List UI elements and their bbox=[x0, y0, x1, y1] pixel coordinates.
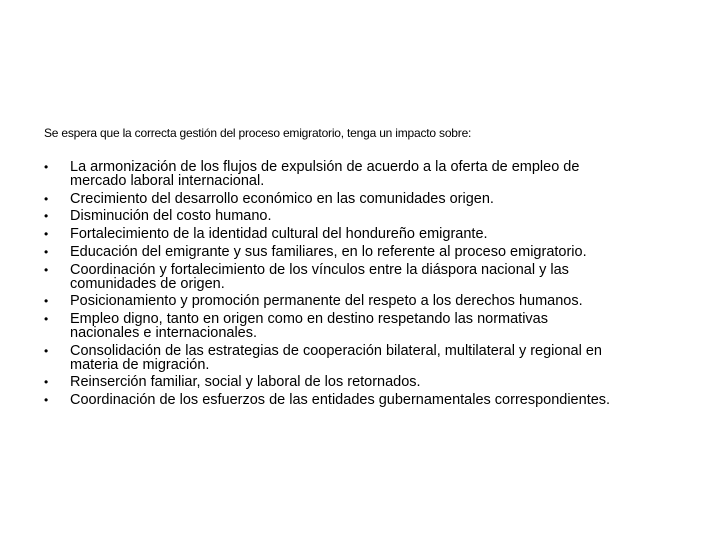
bullet-icon: • bbox=[44, 343, 49, 358]
list-item-text: Disminución del costo humano. bbox=[70, 208, 272, 225]
list-item bbox=[44, 394, 684, 408]
list-item bbox=[44, 295, 684, 309]
intro-text: Se espera que la correcta gestión del proceso emigratorio, tenga un impacto sobre: bbox=[44, 126, 472, 140]
list-item-text: Educación del emigrante y sus familiares, en lo referente al proceso emigratorio. bbox=[70, 243, 587, 260]
list-item-text: Crecimiento del desarrollo económico en las comunidades origen. bbox=[70, 190, 494, 207]
list-item bbox=[44, 342, 684, 373]
list-item-text: Empleo digno, tanto en origen como en destino respetando las normativas nacionales e internacionales. bbox=[70, 311, 548, 341]
list-item-text: Fortalecimiento de la identidad cultural del hondureño emigrante. bbox=[70, 226, 488, 243]
list-item-text: La armonización de los flujos de expulsión de acuerdo a la oferta de empleo de mercado laboral internacional. bbox=[70, 159, 580, 189]
list-item-text: Reinserción familiar, social y laboral de los retornados. bbox=[70, 374, 421, 391]
list-item bbox=[44, 261, 684, 292]
list-item-text: Coordinación de los esfuerzos de las entidades gubernamentales correspondientes. bbox=[70, 392, 611, 409]
bullet-icon: • bbox=[44, 160, 49, 174]
list-item-text: Consolidación de las estrategias de cooperación bilateral, multilateral y regional en materia de migración. bbox=[70, 342, 602, 373]
bullet-icon: • bbox=[44, 209, 49, 224]
bullet-icon: • bbox=[44, 393, 49, 408]
list-item bbox=[44, 243, 684, 260]
bullet-icon: • bbox=[44, 227, 49, 242]
list-item bbox=[44, 190, 684, 207]
list-item-text: Coordinación y fortalecimiento de los vínculos entre la diáspora nacional y las comunidades de origen. bbox=[70, 261, 569, 292]
bullet-icon: • bbox=[44, 262, 49, 277]
bullet-icon: • bbox=[44, 375, 49, 390]
list-item bbox=[44, 376, 684, 390]
bullet-icon: • bbox=[44, 294, 49, 309]
list-item bbox=[44, 161, 684, 189]
bullet-icon: • bbox=[44, 244, 49, 259]
list-item bbox=[44, 313, 684, 341]
list-item-text: Posicionamiento y promoción permanente del respeto a los derechos humanos. bbox=[70, 293, 583, 310]
bullet-icon: • bbox=[44, 191, 49, 206]
list-item bbox=[44, 228, 684, 242]
bullet-icon: • bbox=[44, 312, 49, 327]
list-item bbox=[44, 210, 684, 224]
impact-list bbox=[44, 161, 684, 412]
